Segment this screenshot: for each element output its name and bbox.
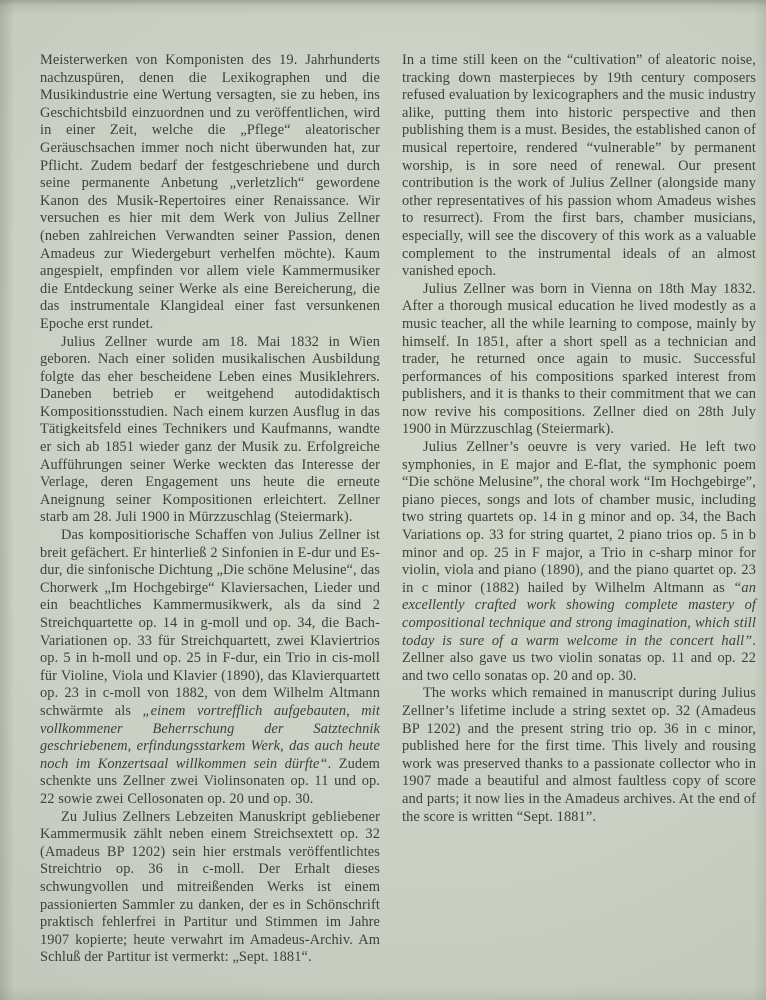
body-text: Das kompositiorische Schaffen von Julius Zellner ist breit gefächert. Er hinterließ 2 Sinfonien in E-dur und Es-dur, die sinfonische Dichtung „Die schöne Melusine“, das Chorwerk „Im Hochgebirge“ Klaviersachen, Lieder und ein beachtliches Kammermusikwerk, als da sind 2 Streichquartette op. 14 in g-moll und op. 34, die Bach-Variationen op. 33 für Streichquartett, zwei Klaviertrios op. 5 in h-moll und op. 25 in F-dur, ein Trio in cis-moll für Violine, Viola und Klavier (1890), das Klavierquartett op. 23 in c-moll von 1882, von dem Wilhelm Altmann schwärmte als — [40, 527, 380, 719]
paragraph — [402, 52, 756, 281]
quoted-italic-text: “an excellently crafted work showing complete mastery of compositional technique and strong imagination, which still today is sure of a warm welcome in the concert hall” — [402, 579, 756, 649]
column-english-text — [402, 52, 756, 826]
paragraph — [40, 52, 380, 334]
paragraph — [402, 439, 756, 685]
body-text: . Zudem schenkte uns Zellner zwei Violinsonaten op. 11 und op. 22 sowie zwei Cellosonaten op. 20 und op. 30. — [40, 755, 380, 807]
body-text: Meisterwerken von Komponisten des 19. Jahrhunderts nachzuspüren, denen die Lexikographen und die Musikindustrie eine Wertung versagten, sie zu heben, ins Geschichtsbild einzuordnen und zu veröffentlichen, wird in einer Zeit, welche die „Pflege“ aleatorischer Geräuschsachen immer noch nicht überwunden hat, zur Pflicht. Zudem bedarf der festgeschriebene und durch seine permanente Anbetung „verletzlich“ gewordene Kanon des Musik-Repertoires einer Renaissance. Wir versuchen es hier mit dem Werk von Julius Zellner (neben zahlreichen Verwandten seiner Passion, denen Amadeus zur Wiedergeburt verhelfen möchte). Kaum angespielt, empfinden vor allem viele Kammermusiker die Entdeckung seiner Werke als eine Bereicherung, die das instrumentale Klangideal einer fast versunkenen Epoche erst rundet. — [40, 52, 380, 332]
body-text: The works which remained in manuscript during Julius Zellner’s lifetime include a string sextet op. 32 (Amadeus BP 1202) and the present string trio op. 36 in c minor, published here for the first time. This lively and rousing work was preserved thanks to a passionate collector who in 1907 made a beautiful and almost faultless copy of score and parts; it now lies in the Amadeus archives. At the end of the score is written “Sept. 1881”. — [402, 685, 756, 825]
paragraph — [40, 809, 380, 967]
paragraph — [402, 685, 756, 826]
body-text: Julius Zellner wurde am 18. Mai 1832 in Wien geboren. Nach einer soliden musikalischen Ausbildung folgte das eher bescheidene Leben eines Musiklehrers. Daneben betrieb er weitgehend autodidaktisch Kompositionsstudien. Nach einem kurzen Ausflug in das Tätigkeitsfeld eines Technikers und Kaufmanns, wandte er sich ab 1851 wieder ganz der Musik zu. Erfolgreiche Aufführungen seiner Werke weckten das Interesse der Verlage, deren Engagement uns heute die erneute Aneignung seiner Kompositionen erleichtert. Zellner starb am 28. Juli 1900 in Mürzzuschlag (Steiermark). — [40, 333, 380, 526]
body-text: Zu Julius Zellners Lebzeiten Manuskript gebliebener Kammermusik zählt neben einem Streichsextett op. 32 (Amadeus BP 1202) sein hier erstmals veröffentlichtes Streichtrio op. 36 in c-moll. Der Erhalt dieses schwungvollen und mitreißenden Werks ist einem passionierten Sammler zu danken, der es in Schönschrift praktisch fehlerfrei in Partitur und Stimmen im Jahre 1907 kopierte; heute verwahrt im Amadeus-Archiv. Am Schluß der Partitur ist vermerkt: „Sept. 1881“. — [40, 808, 380, 966]
column-german-text — [40, 52, 380, 967]
paragraph — [40, 334, 380, 528]
paragraph — [402, 281, 756, 439]
body-text: Julius Zellner’s oeuvre is very varied. He left two symphonies, in E major and E-flat, the symphonic poem “Die schöne Melusine”, the choral work “Im Hochgebirge”, piano pieces, songs and lots of chamber music, including two string quartets op. 14 in g minor and op. 34, the Bach Variations op. 33 for string quartet, 2 piano trios op. 5 in b minor and op. 25 in F major, a Trio in c-sharp minor for violin, viola and piano (1890), and the piano quartet op. 23 in c minor (1882) hailed by Wilhelm Altmann as — [402, 439, 756, 596]
body-text: . Zellner also gave us two violin sonatas op. 11 and op. 22 and two cello sonatas op. 20 and op. 30. — [402, 632, 756, 684]
paragraph — [40, 527, 380, 809]
quoted-italic-text: „einem vortrefflich aufgebauten, mit vollkommener Beherrschung der Satztechnik geschriebenem, erfindungsstarkem Werk, das auch heute noch im Konzertsaal willkommen sein dürfte“ — [40, 702, 380, 772]
body-text: Julius Zellner was born in Vienna on 18th May 1832. After a thorough musical education he lived modestly as a music teacher, all the while learning to compose, mainly by himself. In 1851, after a short spell as a technician and trader, he returned once again to music. Successful performances of his compositions sparked interest from publishers, and it is thanks to their commitment that we can now revive his compositions. Zellner died on 28th July 1900 in Mürzzuschlag (Steiermark). — [402, 280, 756, 438]
body-text: In a time still keen on the “cultivation” of aleatoric noise, tracking down masterpieces by 19th century composers refused evaluation by lexicographers and the music industry alike, putting them into historic perspective and then publishing them is a must. Besides, the established canon of musical repertoire, rendered “vulnerable” by permanent worship, is in sore need of renewal. Our present contribution is the work of Julius Zellner (alongside many other representatives of his passion whom Amadeus wishes to resurrect). From the first bars, chamber musicians, especially, will see the discovery of this work as a valuable complement to the instrumental ideals of an almost vanished epoch. — [402, 52, 756, 280]
